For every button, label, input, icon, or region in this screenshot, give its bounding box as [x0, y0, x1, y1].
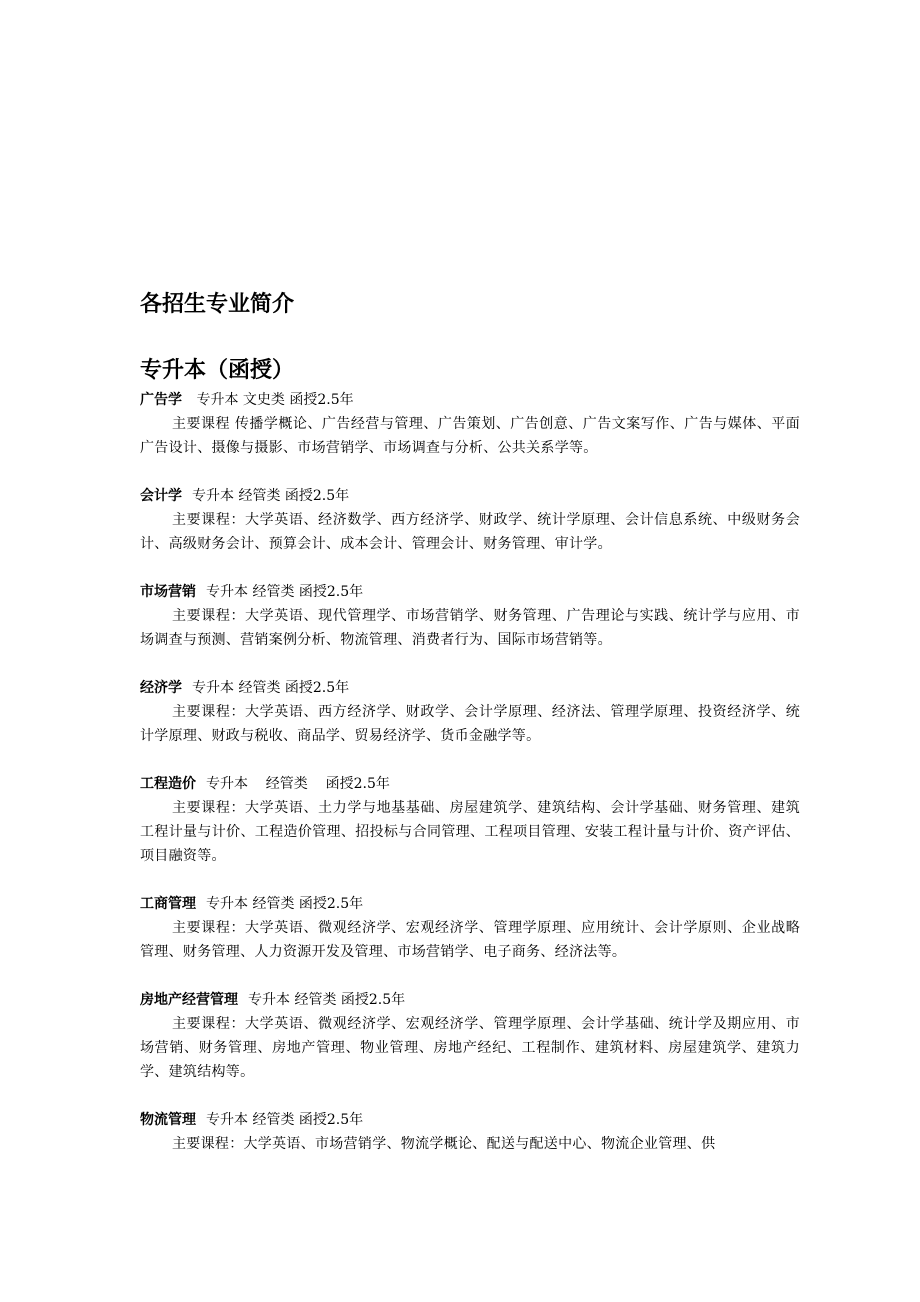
major-header — [140, 1108, 800, 1132]
major-header — [140, 676, 800, 700]
major-courses: 主要课程：大学英语、经济数学、西方经济学、财政学、统计学原理、会计信息系统、中级财务会计、高级财务会计、预算会计、成本会计、管理会计、财务管理、审计学。 — [140, 512, 800, 552]
major-name: 会计学 — [140, 488, 182, 504]
major-courses: 主要课程：大学英语、微观经济学、宏观经济学、管理学原理、应用统计、会计学原则、企业战略管理、财务管理、人力资源开发及管理、市场营销学、电子商务、经济法等。 — [140, 920, 800, 960]
major-advertising — [140, 388, 800, 460]
major-courses: 主要课程：大学英语、西方经济学、财政学、会计学原理、经济法、管理学原理、投资经济学、统计学原理、财政与税收、商品学、贸易经济学、货币金融学等。 — [140, 704, 800, 744]
major-economics — [140, 676, 800, 748]
major-courses: 主要课程：大学英语、土力学与地基基础、房屋建筑学、建筑结构、会计学基础、财务管理、建筑工程计量与计价、工程造价管理、招投标与合同管理、工程项目管理、安装工程计量与计价、资产评估、项目融资等。 — [140, 800, 800, 864]
major-meta: 专升本 经管类 函授2.5年 — [248, 992, 406, 1008]
major-name: 房地产经营管理 — [140, 992, 238, 1008]
major-logistics — [140, 1108, 800, 1156]
major-meta: 专升本 经管类 函授2.5年 — [192, 680, 350, 696]
page-title: 各招生专业简介 — [140, 292, 295, 317]
document-body — [140, 290, 800, 1180]
major-name: 市场营销 — [140, 584, 196, 600]
major-name: 工商管理 — [140, 896, 196, 912]
major-header — [140, 772, 800, 796]
major-meta: 专升本 经管类 函授2.5年 — [192, 488, 350, 504]
section-title: 专升本（函授） — [140, 358, 295, 383]
major-name: 工程造价 — [140, 776, 196, 792]
major-engineering-cost — [140, 772, 800, 868]
major-header — [140, 580, 800, 604]
major-courses: 主要课程 传播学概论、广告经营与管理、广告策划、广告创意、广告文案写作、广告与媒体、平面广告设计、摄像与摄影、市场营销学、市场调查与分析、公共关系学等。 — [140, 416, 800, 456]
major-marketing — [140, 580, 800, 652]
major-real-estate — [140, 988, 800, 1084]
major-courses: 主要课程：大学英语、市场营销学、物流学概论、配送与配送中心、物流企业管理、供 — [172, 1136, 716, 1152]
major-header — [140, 484, 800, 508]
major-header — [140, 892, 800, 916]
major-header — [140, 988, 800, 1012]
major-business-admin — [140, 892, 800, 964]
major-meta: 专升本 经管类 函授2.5年 — [206, 776, 390, 792]
major-header — [140, 388, 800, 412]
major-accounting — [140, 484, 800, 556]
major-meta: 专升本 经管类 函授2.5年 — [206, 1112, 364, 1128]
major-name: 广告学 — [140, 392, 182, 408]
major-meta: 专升本 经管类 函授2.5年 — [206, 896, 364, 912]
major-meta: 专升本 经管类 函授2.5年 — [206, 584, 364, 600]
major-name: 物流管理 — [140, 1112, 196, 1128]
major-courses: 主要课程：大学英语、微观经济学、宏观经济学、管理学原理、会计学基础、统计学及期应用、市场营销、财务管理、房地产管理、物业管理、房地产经纪、工程制作、建筑材料、房屋建筑学、建筑力学、建筑结构等。 — [140, 1016, 800, 1080]
major-courses: 主要课程：大学英语、现代管理学、市场营销学、财务管理、广告理论与实践、统计学与应用、市场调查与预测、营销案例分析、物流管理、消费者行为、国际市场营销等。 — [140, 608, 800, 648]
major-name: 经济学 — [140, 680, 182, 696]
major-meta: 专升本 文史类 函授2.5年 — [192, 392, 354, 408]
